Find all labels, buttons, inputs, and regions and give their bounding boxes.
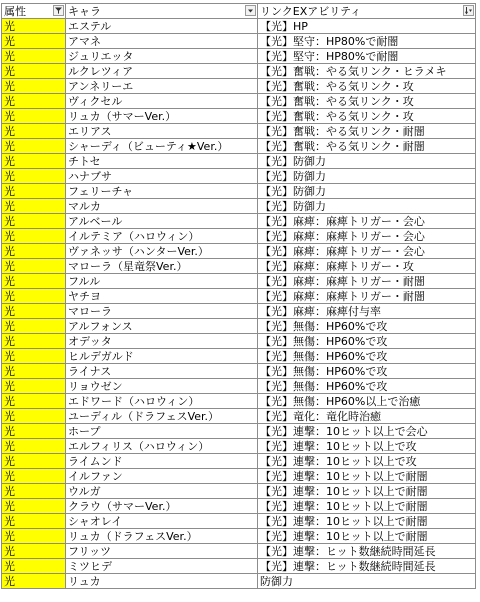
dropdown-arrow-icon[interactable] xyxy=(245,5,256,16)
table-row xyxy=(2,439,476,454)
character-cell[interactable]: リュカ xyxy=(66,574,258,589)
character-cell[interactable]: リョウゼン xyxy=(66,379,258,394)
attribute-cell[interactable]: 光 xyxy=(2,94,66,109)
character-cell[interactable]: アマネ xyxy=(66,34,258,49)
ability-cell[interactable]: 【光】麻痺：麻痺トリガー・会心 xyxy=(258,229,476,244)
ability-cell[interactable]: 【光】奮戦：やる気リンク・耐闇 xyxy=(258,139,476,154)
column-header-character-label: キャラ xyxy=(68,4,101,18)
character-cell[interactable]: シャオレイ xyxy=(66,514,258,529)
attribute-cell[interactable]: 光 xyxy=(2,409,66,424)
character-cell[interactable]: ヤチヨ xyxy=(66,289,258,304)
character-cell[interactable]: アンネリーエ xyxy=(66,79,258,94)
character-cell[interactable]: エリアス xyxy=(66,124,258,139)
character-cell[interactable]: マローラ（星竜祭Ver.） xyxy=(66,259,258,274)
ability-cell[interactable]: 【光】奮戦：やる気リンク・耐闇 xyxy=(258,124,476,139)
ability-cell[interactable]: 【光】連撃：10ヒット以上で会心 xyxy=(258,424,476,439)
table-row xyxy=(2,379,476,394)
ability-cell[interactable]: 【光】防御力 xyxy=(258,169,476,184)
attribute-cell[interactable]: 光 xyxy=(2,499,66,514)
ability-cell[interactable]: 【光】堅守：HP80%で耐闇 xyxy=(258,49,476,64)
ability-cell[interactable]: 【光】連撃：10ヒット以上で耐闇 xyxy=(258,484,476,499)
attribute-cell[interactable]: 光 xyxy=(2,184,66,199)
table-row xyxy=(2,139,476,154)
filter-funnel-icon[interactable] xyxy=(53,5,64,16)
ability-cell[interactable]: 【光】奮戦：やる気リンク・攻 xyxy=(258,109,476,124)
ability-cell[interactable]: 【光】防御力 xyxy=(258,199,476,214)
attribute-cell[interactable]: 光 xyxy=(2,214,66,229)
ability-cell[interactable]: 【光】連撃：ヒット数継続時間延長 xyxy=(258,544,476,559)
ability-cell[interactable]: 【光】奮戦：やる気リンク・攻 xyxy=(258,79,476,94)
table-row xyxy=(2,529,476,544)
ability-cell[interactable]: 【光】連撃：10ヒット以上で耐闇 xyxy=(258,499,476,514)
table-row xyxy=(2,34,476,49)
table-row xyxy=(2,274,476,289)
attribute-cell[interactable]: 光 xyxy=(2,394,66,409)
character-cell[interactable]: マローラ xyxy=(66,304,258,319)
ability-cell[interactable]: 【光】無傷：HP60%以上で治癒 xyxy=(258,394,476,409)
ability-cell[interactable]: 【光】麻痺：麻痺トリガー・会心 xyxy=(258,214,476,229)
character-cell[interactable]: シャーディ（ビューティ★Ver.） xyxy=(66,139,258,154)
ability-cell[interactable]: 【光】防御力 xyxy=(258,184,476,199)
table-row xyxy=(2,19,476,34)
sort-ascending-icon[interactable] xyxy=(463,5,474,16)
ability-cell[interactable]: 【光】防御力 xyxy=(258,154,476,169)
table-row xyxy=(2,214,476,229)
character-cell[interactable]: クラウ（サマーVer.） xyxy=(66,499,258,514)
table-row xyxy=(2,289,476,304)
attribute-cell[interactable]: 光 xyxy=(2,349,66,364)
ability-cell[interactable]: 【光】竜化：竜化時治癒 xyxy=(258,409,476,424)
character-cell[interactable]: エルフィリス（ハロウィン） xyxy=(66,439,258,454)
character-cell[interactable]: マルカ xyxy=(66,199,258,214)
ability-cell[interactable]: 【光】奮戦：やる気リンク・攻 xyxy=(258,94,476,109)
table-row xyxy=(2,199,476,214)
table-row xyxy=(2,124,476,139)
character-cell[interactable]: フェリーチャ xyxy=(66,184,258,199)
character-cell[interactable]: ヴァネッサ（ハンターVer.） xyxy=(66,244,258,259)
table-body xyxy=(2,19,476,589)
character-cell[interactable]: ヴィクセル xyxy=(66,94,258,109)
table-row xyxy=(2,154,476,169)
ability-cell[interactable]: 【光】連撃：ヒット数継続時間延長 xyxy=(258,559,476,574)
attribute-cell[interactable]: 光 xyxy=(2,544,66,559)
attribute-cell[interactable]: 光 xyxy=(2,109,66,124)
ability-cell[interactable]: 【光】連撃：10ヒット以上で耐闇 xyxy=(258,514,476,529)
character-cell[interactable]: アルベール xyxy=(66,214,258,229)
ability-cell[interactable]: 【光】HP xyxy=(258,19,476,34)
table-row xyxy=(2,499,476,514)
table-row xyxy=(2,469,476,484)
attribute-cell[interactable]: 光 xyxy=(2,169,66,184)
table-row xyxy=(2,514,476,529)
attribute-cell[interactable]: 光 xyxy=(2,34,66,49)
character-cell[interactable]: エステル xyxy=(66,19,258,34)
table-row xyxy=(2,304,476,319)
attribute-cell[interactable]: 光 xyxy=(2,49,66,64)
table-row xyxy=(2,454,476,469)
character-cell[interactable]: ミツヒデ xyxy=(66,559,258,574)
attribute-cell[interactable]: 光 xyxy=(2,244,66,259)
character-cell[interactable]: ライムンド xyxy=(66,454,258,469)
ability-cell[interactable]: 【光】連撃：10ヒット以上で耐闇 xyxy=(258,529,476,544)
character-cell[interactable]: ルクレツィア xyxy=(66,64,258,79)
attribute-cell[interactable]: 光 xyxy=(2,19,66,34)
spreadsheet-table xyxy=(1,3,476,589)
attribute-cell[interactable]: 光 xyxy=(2,229,66,244)
column-header-ability-label: リンクEXアビリティ xyxy=(260,4,362,18)
attribute-cell[interactable]: 光 xyxy=(2,469,66,484)
table-row xyxy=(2,79,476,94)
attribute-cell[interactable]: 光 xyxy=(2,274,66,289)
ability-cell[interactable]: 【光】連撃：10ヒット以上で攻 xyxy=(258,439,476,454)
table-row xyxy=(2,184,476,199)
table-row xyxy=(2,319,476,334)
table-row xyxy=(2,394,476,409)
table-row xyxy=(2,229,476,244)
attribute-cell[interactable]: 光 xyxy=(2,154,66,169)
attribute-cell[interactable]: 光 xyxy=(2,559,66,574)
character-cell[interactable]: イルテミア（ハロウィン） xyxy=(66,229,258,244)
ability-cell[interactable]: 防御力 xyxy=(258,574,476,589)
character-cell[interactable]: イルファン xyxy=(66,469,258,484)
ability-cell[interactable]: 【光】連撃：10ヒット以上で攻 xyxy=(258,454,476,469)
ability-cell[interactable]: 【光】無傷：HP60%で攻 xyxy=(258,334,476,349)
ability-cell[interactable]: 【光】麻痺：麻痺トリガー・攻 xyxy=(258,259,476,274)
table-row xyxy=(2,49,476,64)
ability-cell[interactable]: 【光】麻痺：麻痺付与率 xyxy=(258,304,476,319)
table-row xyxy=(2,544,476,559)
table-row xyxy=(2,559,476,574)
character-cell[interactable]: ユーディル（ドラフェスVer.） xyxy=(66,409,258,424)
ability-cell[interactable]: 【光】麻痺：麻痺トリガー・耐闇 xyxy=(258,274,476,289)
attribute-cell[interactable]: 光 xyxy=(2,454,66,469)
table-row xyxy=(2,64,476,79)
column-header-attribute-label: 属性 xyxy=(4,4,26,18)
column-header-ability xyxy=(258,4,476,19)
attribute-cell[interactable]: 光 xyxy=(2,484,66,499)
table-row xyxy=(2,94,476,109)
table-row xyxy=(2,484,476,499)
table-row xyxy=(2,364,476,379)
character-cell[interactable]: アルフォンス xyxy=(66,319,258,334)
attribute-cell[interactable]: 光 xyxy=(2,334,66,349)
attribute-cell[interactable]: 光 xyxy=(2,304,66,319)
ability-cell[interactable]: 【光】麻痺：麻痺トリガー・会心 xyxy=(258,244,476,259)
attribute-cell[interactable]: 光 xyxy=(2,319,66,334)
table-row xyxy=(2,424,476,439)
attribute-cell[interactable]: 光 xyxy=(2,379,66,394)
character-cell[interactable]: エドワード（ハロウィン） xyxy=(66,394,258,409)
ability-cell[interactable]: 【光】無傷：HP60%で攻 xyxy=(258,379,476,394)
table-row xyxy=(2,259,476,274)
column-header-character xyxy=(66,4,258,19)
ability-cell[interactable]: 【光】無傷：HP60%で攻 xyxy=(258,349,476,364)
ability-cell[interactable]: 【光】奮戦：やる気リンク・ヒラメキ xyxy=(258,64,476,79)
attribute-cell[interactable]: 光 xyxy=(2,259,66,274)
attribute-cell[interactable]: 光 xyxy=(2,124,66,139)
attribute-cell[interactable]: 光 xyxy=(2,289,66,304)
character-cell[interactable]: リュカ（サマーVer.） xyxy=(66,109,258,124)
table-row xyxy=(2,409,476,424)
ability-cell[interactable]: 【光】無傷：HP60%で攻 xyxy=(258,319,476,334)
attribute-cell[interactable]: 光 xyxy=(2,574,66,589)
ability-cell[interactable]: 【光】堅守：HP80%で耐闇 xyxy=(258,34,476,49)
table-row xyxy=(2,349,476,364)
attribute-cell[interactable]: 光 xyxy=(2,529,66,544)
table-row xyxy=(2,574,476,589)
character-cell[interactable]: ウルガ xyxy=(66,484,258,499)
table-row xyxy=(2,109,476,124)
character-cell[interactable]: フリッツ xyxy=(66,544,258,559)
character-cell[interactable]: リュカ（ドラフェスVer.） xyxy=(66,529,258,544)
character-cell[interactable]: ジュリエッタ xyxy=(66,49,258,64)
character-cell[interactable]: チトセ xyxy=(66,154,258,169)
attribute-cell[interactable]: 光 xyxy=(2,139,66,154)
attribute-cell[interactable]: 光 xyxy=(2,364,66,379)
character-cell[interactable]: フルル xyxy=(66,274,258,289)
table-row xyxy=(2,244,476,259)
column-header-attribute xyxy=(2,4,66,19)
character-cell[interactable]: ハナブサ xyxy=(66,169,258,184)
table-row xyxy=(2,169,476,184)
character-cell[interactable]: ホープ xyxy=(66,424,258,439)
ability-cell[interactable]: 【光】麻痺：麻痺トリガー・耐闇 xyxy=(258,289,476,304)
character-cell[interactable]: ライナス xyxy=(66,364,258,379)
character-cell[interactable]: オデッタ xyxy=(66,334,258,349)
table-row xyxy=(2,334,476,349)
attribute-cell[interactable]: 光 xyxy=(2,439,66,454)
character-cell[interactable]: ヒルデガルド xyxy=(66,349,258,364)
attribute-cell[interactable]: 光 xyxy=(2,199,66,214)
attribute-cell[interactable]: 光 xyxy=(2,64,66,79)
attribute-cell[interactable]: 光 xyxy=(2,514,66,529)
ability-cell[interactable]: 【光】無傷：HP60%で攻 xyxy=(258,364,476,379)
header-row xyxy=(2,4,476,19)
attribute-cell[interactable]: 光 xyxy=(2,79,66,94)
ability-cell[interactable]: 【光】連撃：10ヒット以上で耐闇 xyxy=(258,469,476,484)
attribute-cell[interactable]: 光 xyxy=(2,424,66,439)
